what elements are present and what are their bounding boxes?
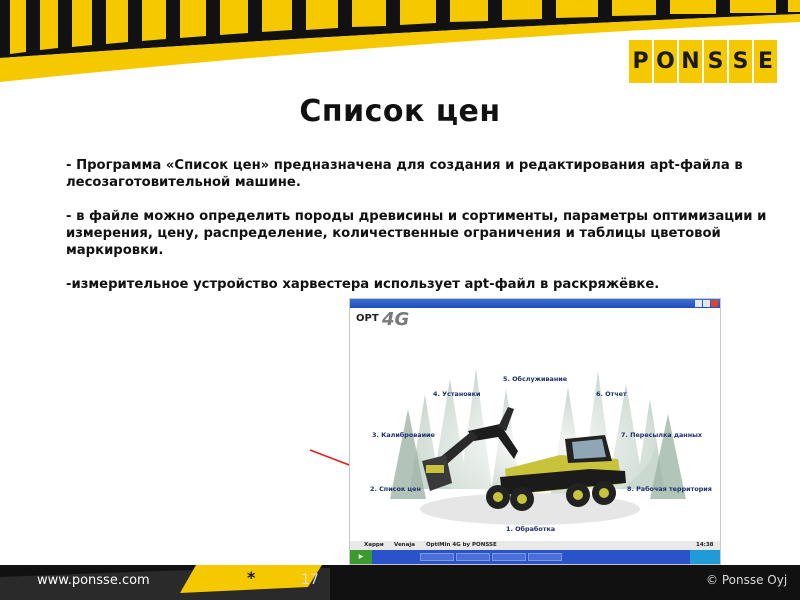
logo-letter: S: [704, 40, 727, 83]
logo-letter: S: [729, 40, 752, 83]
status-item: OptiMin 4G by PONSSE: [426, 542, 497, 548]
body-paragraph: - в файле можно определить породы древисины и сортименты, параметры оптимизации и измерения, цену, распределение, количественные ограничения и таблицы цветовой маркировки.: [66, 209, 767, 258]
logo-letter: O: [654, 40, 677, 83]
menu-item-transfer[interactable]: 7. Пересылка данных: [621, 431, 703, 439]
system-tray: [690, 550, 720, 564]
taskbar-item[interactable]: [528, 553, 562, 561]
logo-letter: P: [629, 40, 652, 83]
ponsse-logo: [629, 40, 777, 83]
menu-item-calibration[interactable]: 3. Калиброваиие: [372, 431, 435, 439]
menu-item-processing[interactable]: 1. Обработка: [506, 525, 556, 533]
body-paragraph: - Программа «Список цен» предназначена для создания и редактирования apt-файла в лесозаготовительной машине.: [66, 158, 743, 190]
status-item: Харри: [364, 542, 384, 548]
taskbar-item[interactable]: [492, 553, 526, 561]
copyright: © Ponsse Oyj: [706, 573, 788, 587]
taskbar-item[interactable]: [456, 553, 490, 561]
opt-logo-text: OPT: [356, 313, 379, 324]
menu-item-service[interactable]: 5. Обслуживание: [503, 375, 568, 383]
taskbar-item[interactable]: [420, 553, 454, 561]
opt4g-screenshot: [349, 298, 721, 565]
footer-website[interactable]: www.ponsse.com: [37, 573, 150, 588]
page-number: 17: [301, 572, 319, 588]
status-bar: [350, 541, 720, 550]
menu-item-worksite[interactable]: 8. Рабочая территория: [627, 485, 712, 493]
footer-bar: [0, 565, 800, 600]
logo-letter: N: [679, 40, 702, 83]
start-button[interactable]: ▶: [350, 550, 372, 564]
menu-item-pricelist[interactable]: 2. Список цен: [370, 485, 421, 493]
footer-star: *: [247, 568, 256, 587]
taskbar: [350, 550, 720, 564]
status-clock: 14:38: [696, 542, 714, 548]
menu-item-settings[interactable]: 4. Установки: [433, 390, 481, 398]
slide-title: Список цен: [299, 94, 501, 129]
opt-logo-version: 4G: [382, 309, 410, 330]
slide-body: [66, 157, 786, 293]
logo-letter: E: [754, 40, 777, 83]
menu-item-report[interactable]: 6. Отчет: [596, 390, 627, 398]
body-paragraph: -измерительное устройство харвестера использует apt-файл в раскряжёвке.: [66, 277, 660, 292]
status-item: Venaja: [394, 542, 415, 548]
